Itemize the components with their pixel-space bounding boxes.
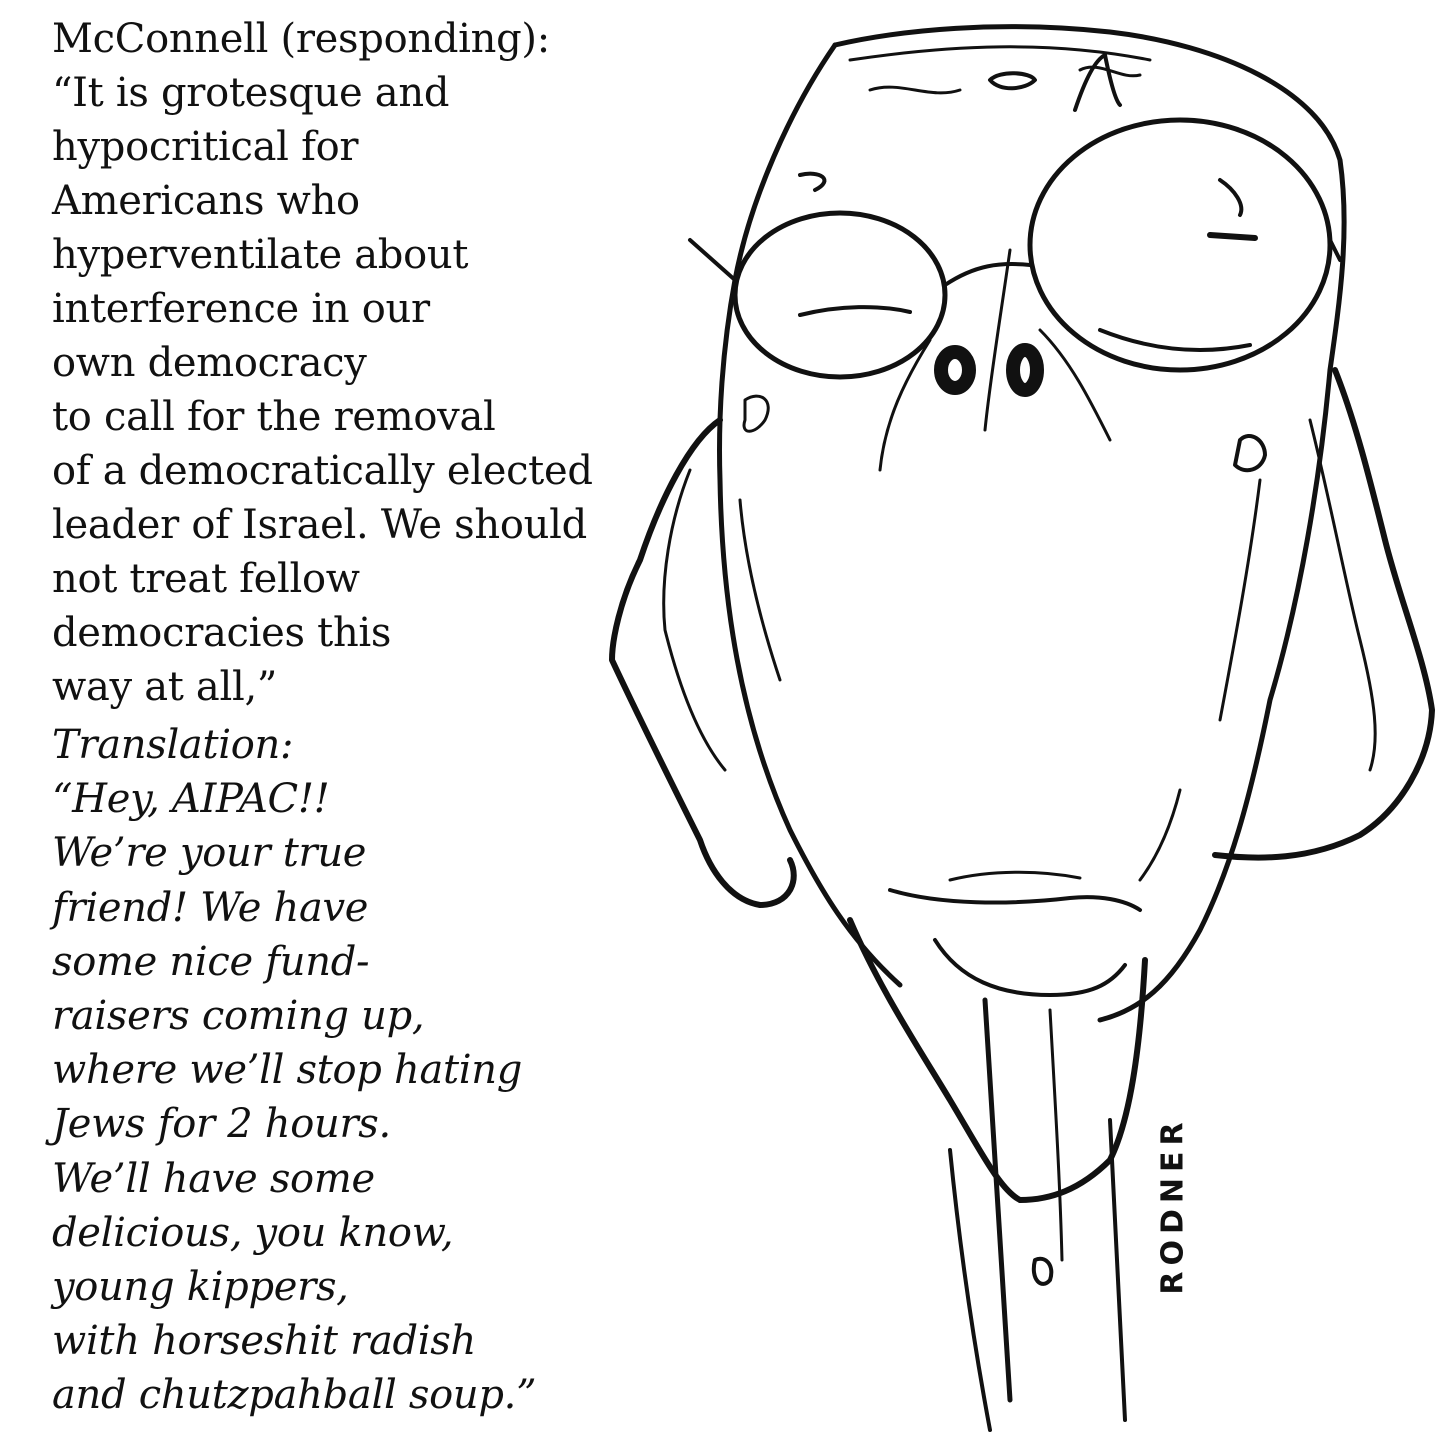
upper-lip: [950, 872, 1080, 880]
glasses-left-lens: [735, 213, 945, 377]
translation-line: Jews for 2 hours.: [52, 1101, 391, 1148]
right-brow: [1220, 180, 1241, 215]
caricature-drawing: [600, 0, 1440, 1440]
neck-line: [950, 1150, 990, 1430]
translation-line: where we’ll stop hating: [52, 1047, 523, 1094]
cheek-line: [740, 500, 780, 680]
quote-line: interference in our: [52, 286, 430, 332]
neck-line: [1110, 1120, 1125, 1420]
glasses-right-lens: [1030, 120, 1330, 370]
crown-line: [870, 87, 960, 93]
right-eye-lid: [1210, 235, 1255, 238]
cheek-line: [1140, 790, 1180, 880]
head-outline-left: [720, 45, 900, 985]
quote-line: Americans who: [52, 178, 360, 224]
quote-line: “It is grotesque and: [52, 70, 450, 116]
quote-line: own democracy: [52, 340, 367, 386]
chin: [935, 940, 1125, 995]
translation-line: delicious, you know,: [52, 1209, 454, 1256]
forehead-mark: [990, 73, 1035, 88]
translation-line: raisers coming up,: [52, 993, 425, 1040]
quote-block: [52, 12, 652, 714]
quote-line: leader of Israel. We should: [52, 502, 587, 548]
left-eye-scribble: [744, 396, 768, 431]
right-ear-mark: [1235, 436, 1265, 470]
quote-line: hyperventilate about: [52, 232, 469, 278]
quote-line: hypocritical for: [52, 124, 359, 170]
translation-line: We’re your true: [52, 830, 367, 877]
quote-line: way at all,”: [52, 664, 278, 710]
left-eye: [800, 307, 910, 315]
tie-knot: [1034, 1259, 1052, 1284]
translation-line: with horseshit radish: [52, 1318, 476, 1365]
quote-line: democracies this: [52, 610, 392, 656]
caption-text: [52, 12, 652, 1423]
glasses-bridge: [945, 264, 1030, 285]
translation-line: friend! We have: [52, 884, 369, 931]
left-ear: [612, 420, 794, 905]
glasses-arm-left: [690, 240, 735, 280]
translation-line: some nice fund-: [52, 938, 370, 985]
translation-line: and chutzpahball soup.”: [52, 1372, 537, 1419]
left-ear-inner: [664, 470, 725, 770]
neck-line: [985, 1000, 1010, 1400]
translation-line: “Hey, AIPAC!!: [52, 776, 330, 823]
quote-line: to call for the removal: [52, 394, 496, 440]
quote-line: of a democratically elected: [52, 448, 593, 494]
cheek-line: [1220, 480, 1260, 720]
translation-line: Translation:: [52, 722, 294, 768]
nose-shadow: [941, 352, 969, 388]
nose-bridge: [985, 250, 1010, 430]
translation-block: [52, 718, 652, 1423]
left-brow: [800, 174, 824, 190]
quote-line: McConnell (responding):: [52, 16, 550, 62]
nose-right: [1040, 330, 1110, 440]
quote-line: not treat fellow: [52, 556, 360, 602]
right-eye: [1100, 330, 1250, 350]
translation-line: young kippers,: [52, 1264, 349, 1311]
forehead-mark: [1075, 55, 1120, 110]
head-outline: [835, 27, 1344, 1020]
translation-line: We’ll have some: [52, 1155, 375, 1202]
nose-shadow: [1013, 350, 1037, 390]
mouth: [890, 890, 1140, 910]
neck-line: [1050, 1010, 1062, 1260]
artist-signature: [1155, 1040, 1191, 1370]
signature-text: RODNER: [1155, 1115, 1191, 1295]
